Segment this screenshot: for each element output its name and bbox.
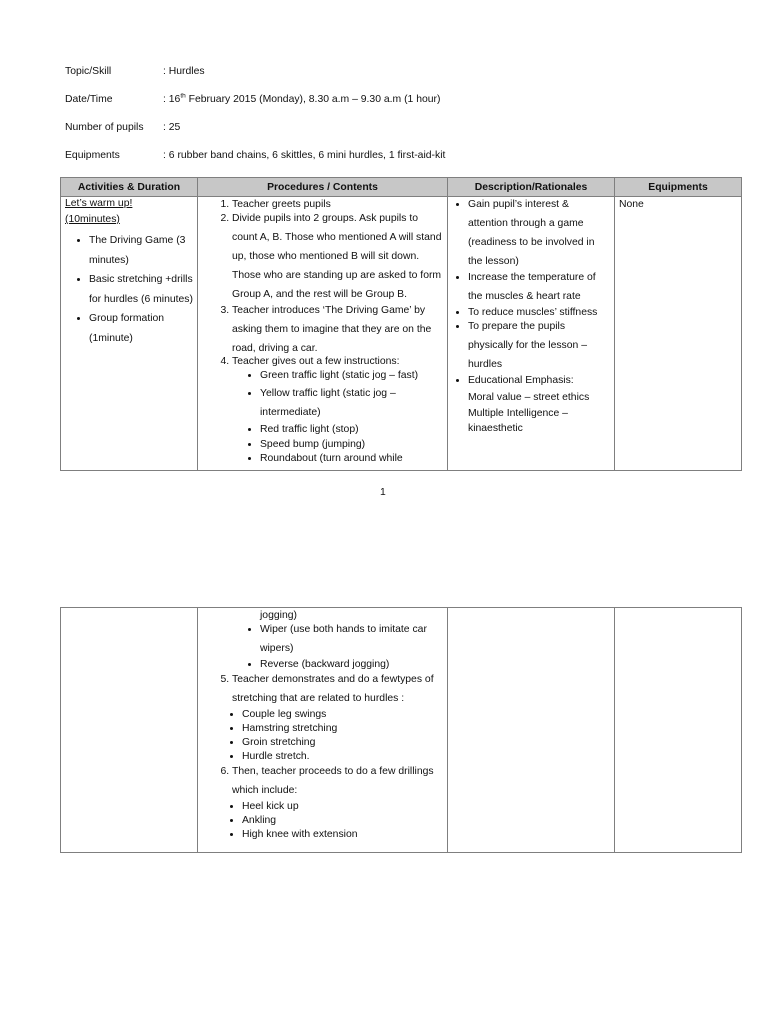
stretch-item: • Groin stretching xyxy=(242,736,443,750)
info-label: Equipments xyxy=(65,150,120,161)
instruction-item: • Wiper (use both hands to imitate car wipers) xyxy=(260,620,443,658)
stretch-item: • Hamstring stretching xyxy=(242,722,443,736)
activity-item: • Basic stretching +drills for hurdles (6 minutes) xyxy=(89,270,193,309)
table-row xyxy=(61,197,742,471)
table-row xyxy=(61,608,742,853)
activity-title: Let’s warm up! xyxy=(65,198,133,209)
continued-text: jogging) xyxy=(260,610,297,621)
info-value: : Hurdles xyxy=(163,66,205,77)
lesson-table-page1 xyxy=(60,177,742,471)
procedure-step xyxy=(232,356,443,466)
info-label: Number of pupils xyxy=(65,122,144,133)
equipments-value: None xyxy=(619,199,644,210)
activity-item: • The Driving Game (3 minutes) xyxy=(89,231,193,270)
rationales-cell xyxy=(448,608,615,853)
rationale-item: • To reduce muscles’ stiffness xyxy=(468,306,610,320)
page-number: 1 xyxy=(380,487,386,498)
instruction-item: • Red traffic light (stop) xyxy=(260,422,443,437)
emphasis-line: Moral value – street ethics xyxy=(468,392,590,403)
info-value xyxy=(163,94,440,105)
stretch-item: • Couple leg swings xyxy=(242,708,443,722)
date-sup: th xyxy=(180,92,186,100)
date-pre: : 16 xyxy=(163,94,181,105)
rationale-item: • Increase the temperature of the muscles & heart rate xyxy=(468,268,610,306)
rationale-item: • To prepare the pupils physically for the lesson – hurdles xyxy=(468,317,610,374)
info-value: : 6 rubber band chains, 6 skittles, 6 mini hurdles, 1 first-aid-kit xyxy=(163,150,446,161)
instruction-item: • Yellow traffic light (static jog – intermediate) xyxy=(260,384,443,422)
activities-cell xyxy=(61,608,198,853)
activity-item: • Group formation (1minute) xyxy=(89,309,193,348)
procedure-step: 3. Teacher introduces ‘The Driving Game’ by asking them to imagine that they are on the road, driving a car. xyxy=(232,301,443,358)
procedure-step: 2. Divide pupils into 2 groups. Ask pupils to count A, B. Those who mentioned A will stand up, those who mentioned B will sit down. Those who are standing up are asked to form Group A, and the rest will be Group B. xyxy=(232,209,443,304)
instruction-item: • Reverse (backward jogging) xyxy=(260,658,443,672)
procedures-cell xyxy=(198,608,448,853)
procedure-step-text: Teacher demonstrates and do a fewtypes of stretching that are related to hurdles : xyxy=(232,674,434,704)
header-equipments: Equipments xyxy=(615,178,742,197)
lesson-table-page2 xyxy=(60,607,742,853)
info-value: : 25 xyxy=(163,122,181,133)
activities-cell xyxy=(61,197,198,471)
header-procedures: Procedures / Contents xyxy=(198,178,448,197)
rationale-item: • Educational Emphasis: xyxy=(468,374,610,388)
table-header-row xyxy=(61,178,742,197)
header-activities: Activities & Duration xyxy=(61,178,198,197)
procedure-step-text: Then, teacher proceeds to do a few drillings which include: xyxy=(232,766,434,796)
header-rationales: Description/Rationales xyxy=(448,178,615,197)
procedures-cell xyxy=(198,197,448,471)
drill-item: • Ankling xyxy=(242,814,443,828)
date-post: February 2015 (Monday), 8.30 a.m – 9.30 a.m (1 hour) xyxy=(185,94,441,105)
instruction-item: • Green traffic light (static jog – fast) xyxy=(260,368,443,384)
info-label: Date/Time xyxy=(65,94,113,105)
equipments-cell xyxy=(615,608,742,853)
procedure-step-text: Teacher gives out a few instructions: xyxy=(232,355,400,367)
activity-duration: (10minutes) xyxy=(65,214,120,225)
rationale-item: • Gain pupil’s interest & attention through a game (readiness to be involved in the lesson) xyxy=(468,195,610,271)
drill-item: • Heel kick up xyxy=(242,800,443,814)
drill-item: • High knee with extension xyxy=(242,828,443,842)
stretch-item: • Hurdle stretch. xyxy=(242,750,443,764)
instruction-item: • Roundabout (turn around while xyxy=(260,452,443,466)
equipments-cell xyxy=(615,197,742,471)
emphasis-line: Multiple Intelligence – kinaesthetic xyxy=(468,408,568,434)
procedure-step: 1. Teacher greets pupils xyxy=(232,198,443,212)
instruction-item: • Speed bump (jumping) xyxy=(260,437,443,452)
info-label: Topic/Skill xyxy=(65,66,112,77)
procedure-step xyxy=(232,670,443,764)
procedure-step xyxy=(232,762,443,842)
rationales-cell xyxy=(448,197,615,471)
